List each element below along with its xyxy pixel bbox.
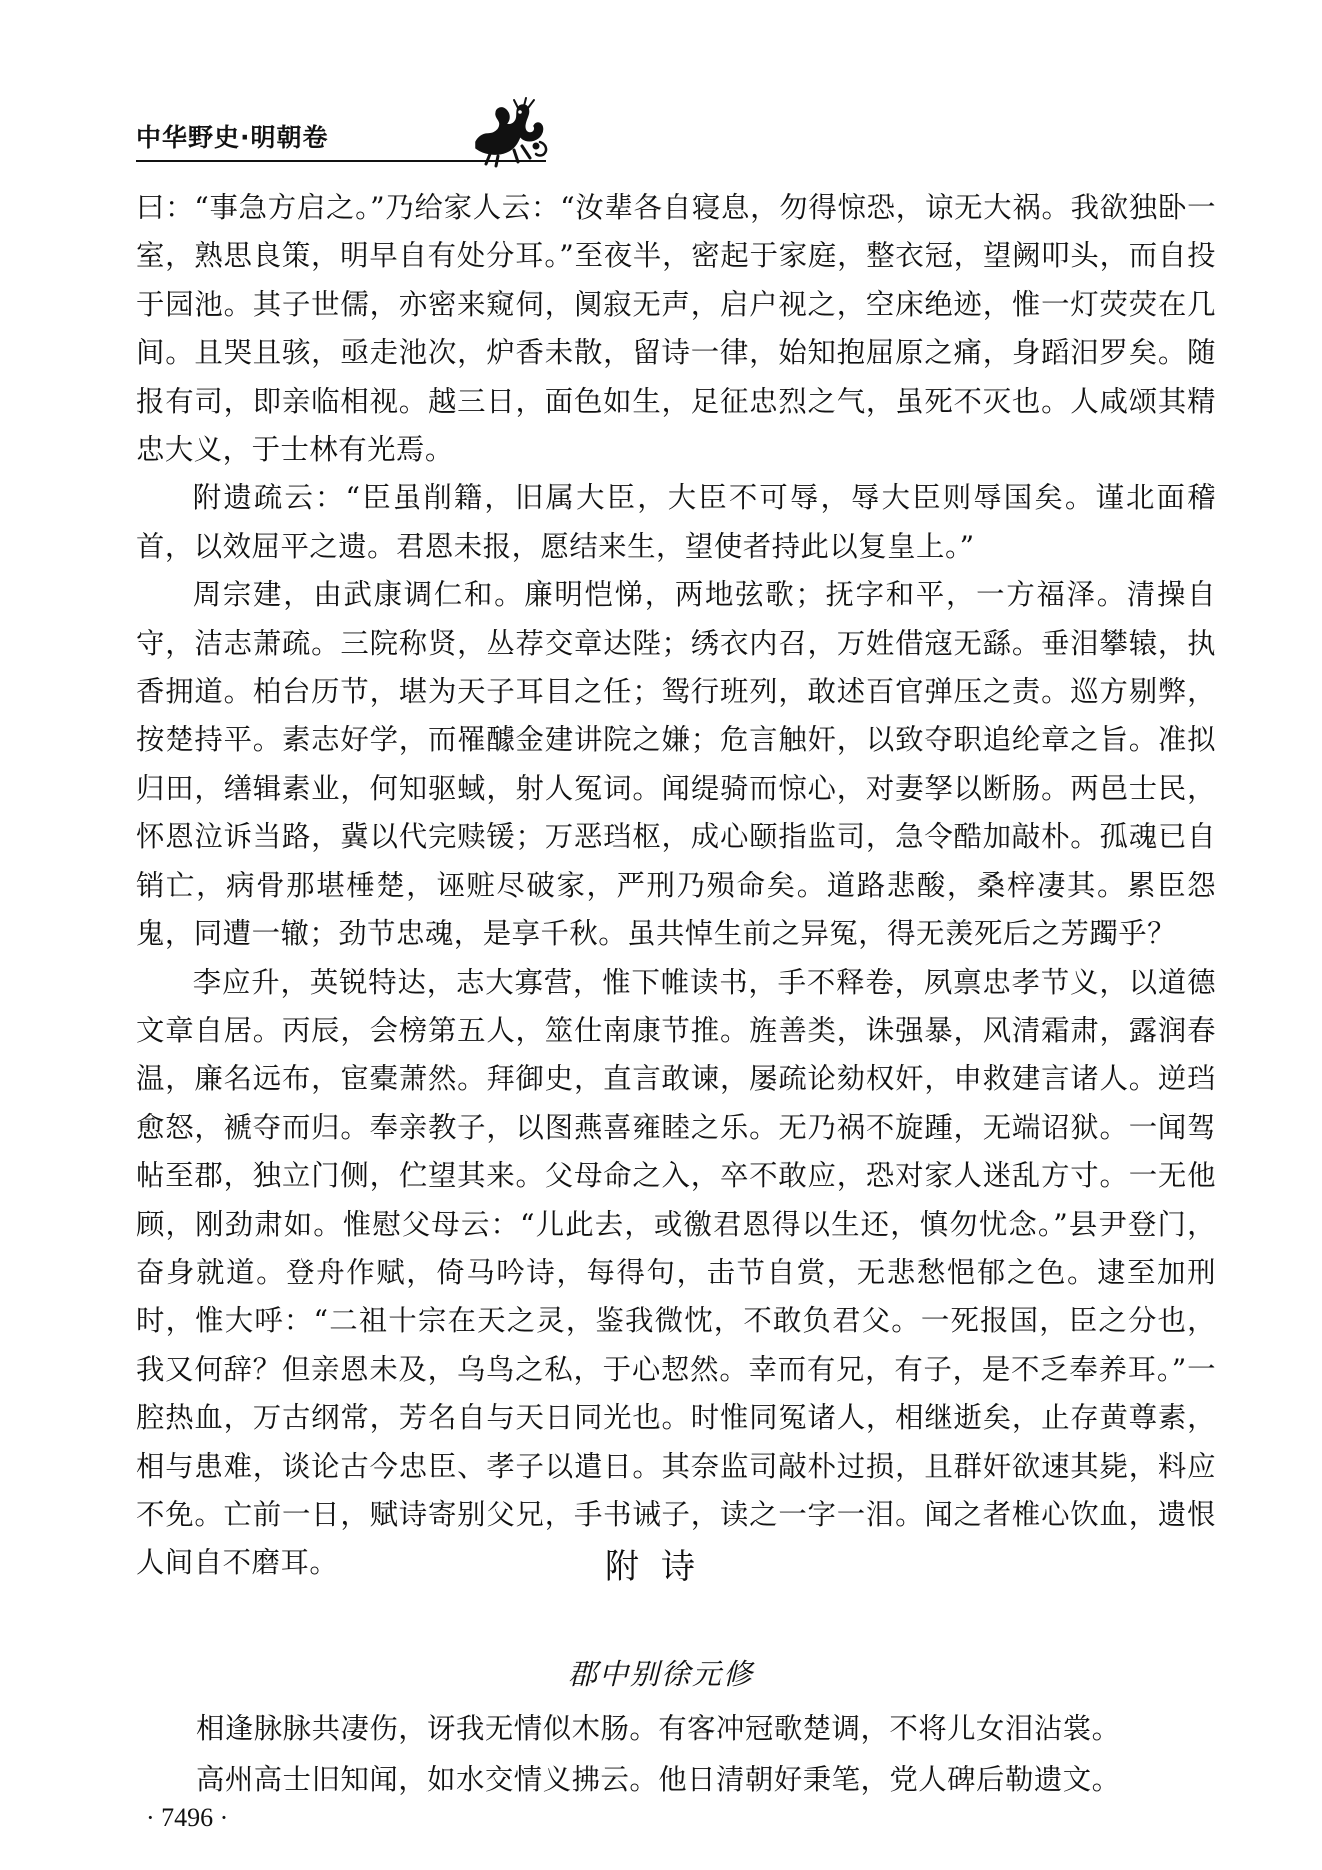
- paragraph-3: 周宗建，由武康调仁和。廉明恺悌，两地弦歌；抚字和平，一方福泽。清操自守，洁志萧疏。三院称贤，丛荐交章达陛；绣衣内召，万姓借寇无繇。垂泪攀辕，执香拥道。柏台历节，堪为天子耳目之任；鸳行班列，敢述百官弹压之责。巡方剔弊，按楚持平。素志好学，而罹醵金建讲院之嫌；危言触奸，以致夺职追纶章之旨。准拟归田，缮辑素业，何知驱蜮，射人冤词。闻缇骑而惊心，对妻孥以断肠。两邑士民，怀恩泣诉当路，冀以代完赎锾；万恶珰枢，成心颐指监司，急令酷加敲朴。孤魂已自销亡，病骨那堪棰楚，诬赃尽破家，严刑乃殒命矣。道路悲酸，桑梓凄其。累臣怨鬼，同遭一辙；劲节忠魂，是享千秋。虽共悼生前之异冤，得无羡死后之芳躅乎？: [136, 578, 1216, 951]
- page-number: · 7496 ·: [146, 1803, 229, 1832]
- paragraph-2: 附遗疏云：“臣虽削籍，旧属大臣，大臣不可辱，辱大臣则辱国矣。谨北面稽首，以效屈平之遗。君恩未报，愿结来生，望使者持此以复皇上。”: [136, 481, 1216, 563]
- paragraph-1: 曰：“事急方启之。”乃给家人云：“汝辈各自寝息，勿得惊恐，谅无大祸。我欲独卧一室，熟思良策，明早自有处分耳。”至夜半，密起于家庭，整衣冠，望阙叩头，而自投于园池。其子世儒，亦密来窥伺，阒寂无声，启户视之，空床绝迹，惟一灯荧荧在几间。且哭且骇，亟走池次，炉香未散，留诗一律，始知抱屈原之痛，身蹈汨罗矣。随报有司，即亲临相视。越三日，面色如生，足征忠烈之气，虽死不灭也。人咸颂其精忠大义，于士林有光焉。: [136, 191, 1216, 467]
- dragon-ornament-icon: [470, 96, 550, 168]
- header-rule: [136, 160, 546, 162]
- paragraph-4: 李应升，英锐特达，志大寡营，惟下帷读书，手不释卷，夙禀忠孝节义，以道德文章自居。丙辰，会榜第五人，筮仕南康节推。旌善类，诛强暴，风清霜肃，露润春温，廉名远布，宦橐萧然。拜御史，直言敢谏，屡疏论劾权奸，申救建言诸人。逆珰愈怒，褫夺而归。奉亲教子，以图燕喜雍睦之乐。无乃祸不旋踵，无端诏狱。一闻驾帖至郡，独立门侧，伫望其来。父母命之入，卒不敢应，恐对家人迷乱方寸。一无他顾，刚劲肃如。惟慰父母云：“儿此去，或徼君恩得以生还，慎勿忧念。”县尹登门，奋身就道。登舟作赋，倚马吟诗，每得句，击节自赏，无悲愁悒郁之色。逮至加刑时，惟大呼：“二祖十宗在天之灵，鉴我微忱，不敢负君父。一死报国，臣之分也，我又何辞？但亲恩未及，乌鸟之私，于心恝然。幸而有兄，有子，是不乏奉养耳。”一腔热血，万古纲常，芳名自与天日同光也。时惟同冤诸人，相继逝矣，止存黄尊素，相与患难，谈论古今忠臣、孝子以遣日。其奈监司敲朴过损，且群奸欲速其毙，料应不免。亡前一日，赋诗寄别父兄，手书诫子，读之一字一泪。闻之者椎心饮血，遗恨人间自不磨耳。: [136, 965, 1216, 1580]
- running-title: 中华野史·明朝卷: [136, 123, 329, 152]
- poem-line-1: 相逢脉脉共凄伤，讶我无情似木肠。有客冲冠歌楚调，不将儿女泪沾裳。: [196, 1712, 1121, 1745]
- poem: [196, 1703, 1236, 1805]
- section-title: 附诗: [605, 1547, 717, 1587]
- main-text: [136, 184, 1216, 1588]
- poem-title: 郡中别徐元修: [567, 1657, 754, 1691]
- poem-line-2: 高州高士旧知闻，如水交情义拂云。他日清朝好秉笔，党人碑后勒遗文。: [196, 1763, 1121, 1796]
